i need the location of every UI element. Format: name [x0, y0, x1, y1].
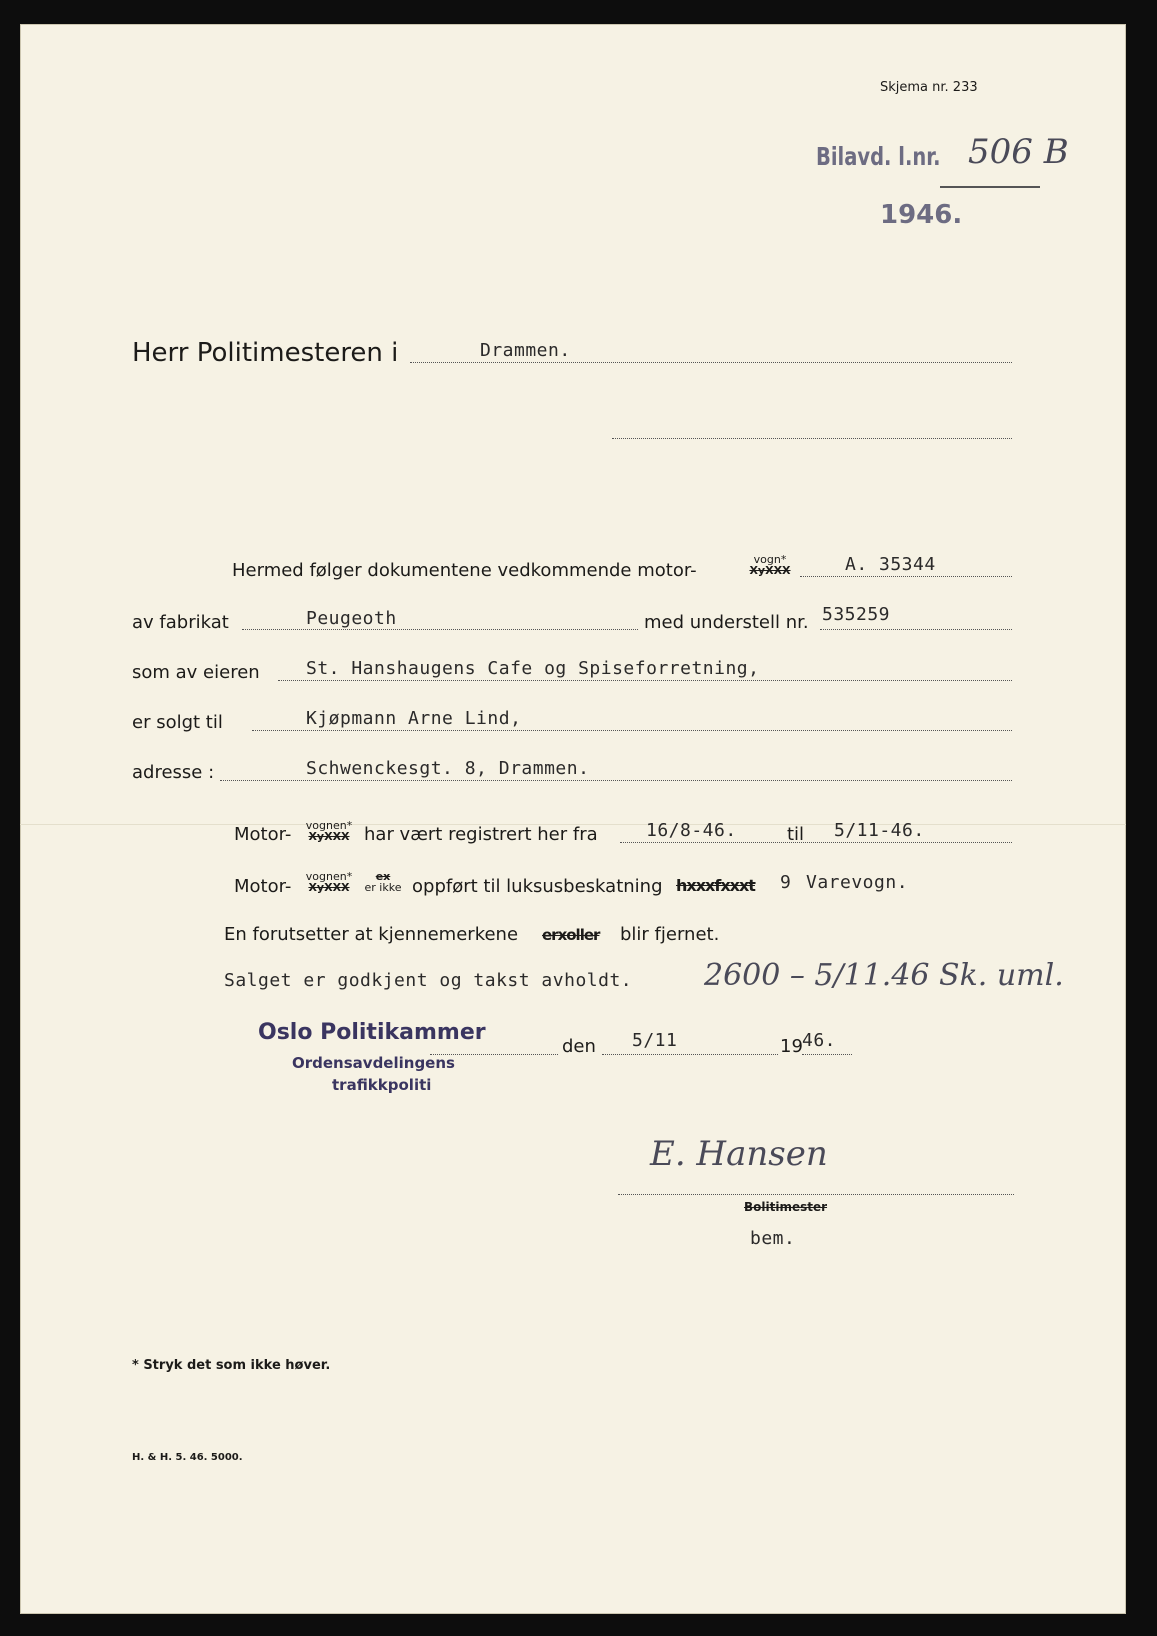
salutation-label: Herr Politimesteren i — [132, 338, 399, 368]
date-day-month: 5/11 — [632, 1030, 678, 1051]
date-year: 46. — [802, 1030, 837, 1051]
bilavd-number: 506 B — [968, 132, 1069, 172]
intro-line — [800, 576, 1012, 577]
luxury-vehicle-type: Varevogn. — [806, 872, 909, 893]
registration-to: 5/11-46. — [834, 820, 925, 841]
fabrikat-value: Peugeoth — [306, 608, 397, 629]
intro-vogn-option: vogn* XyXXX — [749, 553, 791, 577]
stamp-office-line1: Oslo Politikammer — [258, 1020, 486, 1045]
date-den-label: den — [562, 1036, 596, 1057]
luxury-text: oppført til luksusbeskatning — [412, 876, 663, 897]
registration-prefix: Motor- — [234, 824, 292, 845]
buyer-value: Kjøpmann Arne Lind, — [306, 708, 522, 729]
footnote: * Stryk det som ikke høver. — [132, 1358, 331, 1373]
owner-line — [278, 680, 1012, 681]
printer-mark: H. & H. 5. 46. 5000. — [132, 1452, 243, 1463]
salutation-line-2 — [612, 438, 1012, 439]
approval-typed: Salget er godkjent og takst avholdt. — [224, 970, 633, 991]
signature-title-struck: Bolitimester — [744, 1200, 828, 1214]
registration-from: 16/8-46. — [646, 820, 737, 841]
approval-handwritten: 2600 – 5/11.46 Sk. uml. — [704, 958, 1064, 993]
date-century: 19 — [780, 1036, 803, 1057]
stamp-line — [430, 1054, 558, 1055]
bilavd-underline — [940, 186, 1040, 188]
date-year-line — [802, 1054, 852, 1055]
registration-til-label: til — [787, 824, 805, 845]
stamp-office-line3: trafikkpoliti — [332, 1076, 432, 1094]
luxury-digit: 9 — [780, 872, 792, 893]
intro-text: Hermed følger dokumentene vedkommende motor- — [232, 560, 697, 581]
owner-value: St. Hanshaugens Cafe og Spiseforretning, — [306, 658, 760, 679]
salutation-line — [410, 362, 1012, 363]
fabrikat-label: av fabrikat — [132, 612, 229, 633]
registration-number: A. 35344 — [845, 554, 936, 575]
bilavd-stamp-label: Bilavd. l.nr. — [816, 142, 941, 171]
chassis-label: med understell nr. — [644, 612, 809, 633]
address-label: adresse : — [132, 762, 215, 783]
luxury-vognen-option: vognen* XyXXX — [305, 870, 353, 894]
bilavd-year: 1946. — [880, 200, 963, 230]
chassis-value: 535259 — [822, 604, 891, 625]
plates-text-before: En forutsetter at kjennemerkene — [224, 924, 519, 945]
buyer-line — [252, 730, 1012, 731]
form-number: Skjema nr. 233 — [880, 80, 978, 95]
fabrikat-line — [242, 629, 638, 630]
chassis-line — [820, 629, 1012, 630]
luxury-prefix: Motor- — [234, 876, 292, 897]
date-line — [602, 1054, 778, 1055]
address-value: Schwenckesgt. 8, Drammen. — [306, 758, 590, 779]
registration-vognen-option: vognen* XyXXX — [305, 819, 353, 843]
plates-struck: erxoller — [542, 926, 600, 944]
registration-line — [620, 842, 1012, 843]
registration-text: har vært registrert her fra — [364, 824, 598, 845]
signature-name: E. Hansen — [650, 1134, 828, 1174]
stamp-office-line2: Ordensavdelingens — [292, 1054, 455, 1072]
signature-title-suffix: bem. — [750, 1228, 796, 1249]
luxury-er-option: ex er ikke — [364, 870, 402, 894]
luxury-struck-text: hxxxfxxxt — [676, 876, 755, 895]
document-page — [20, 24, 1126, 1614]
owner-label: som av eieren — [132, 662, 260, 683]
salutation-place: Drammen. — [480, 340, 571, 361]
plates-text-after: blir fjernet. — [620, 924, 720, 945]
signature-line — [618, 1194, 1014, 1195]
buyer-label: er solgt til — [132, 712, 223, 733]
address-line — [220, 780, 1012, 781]
